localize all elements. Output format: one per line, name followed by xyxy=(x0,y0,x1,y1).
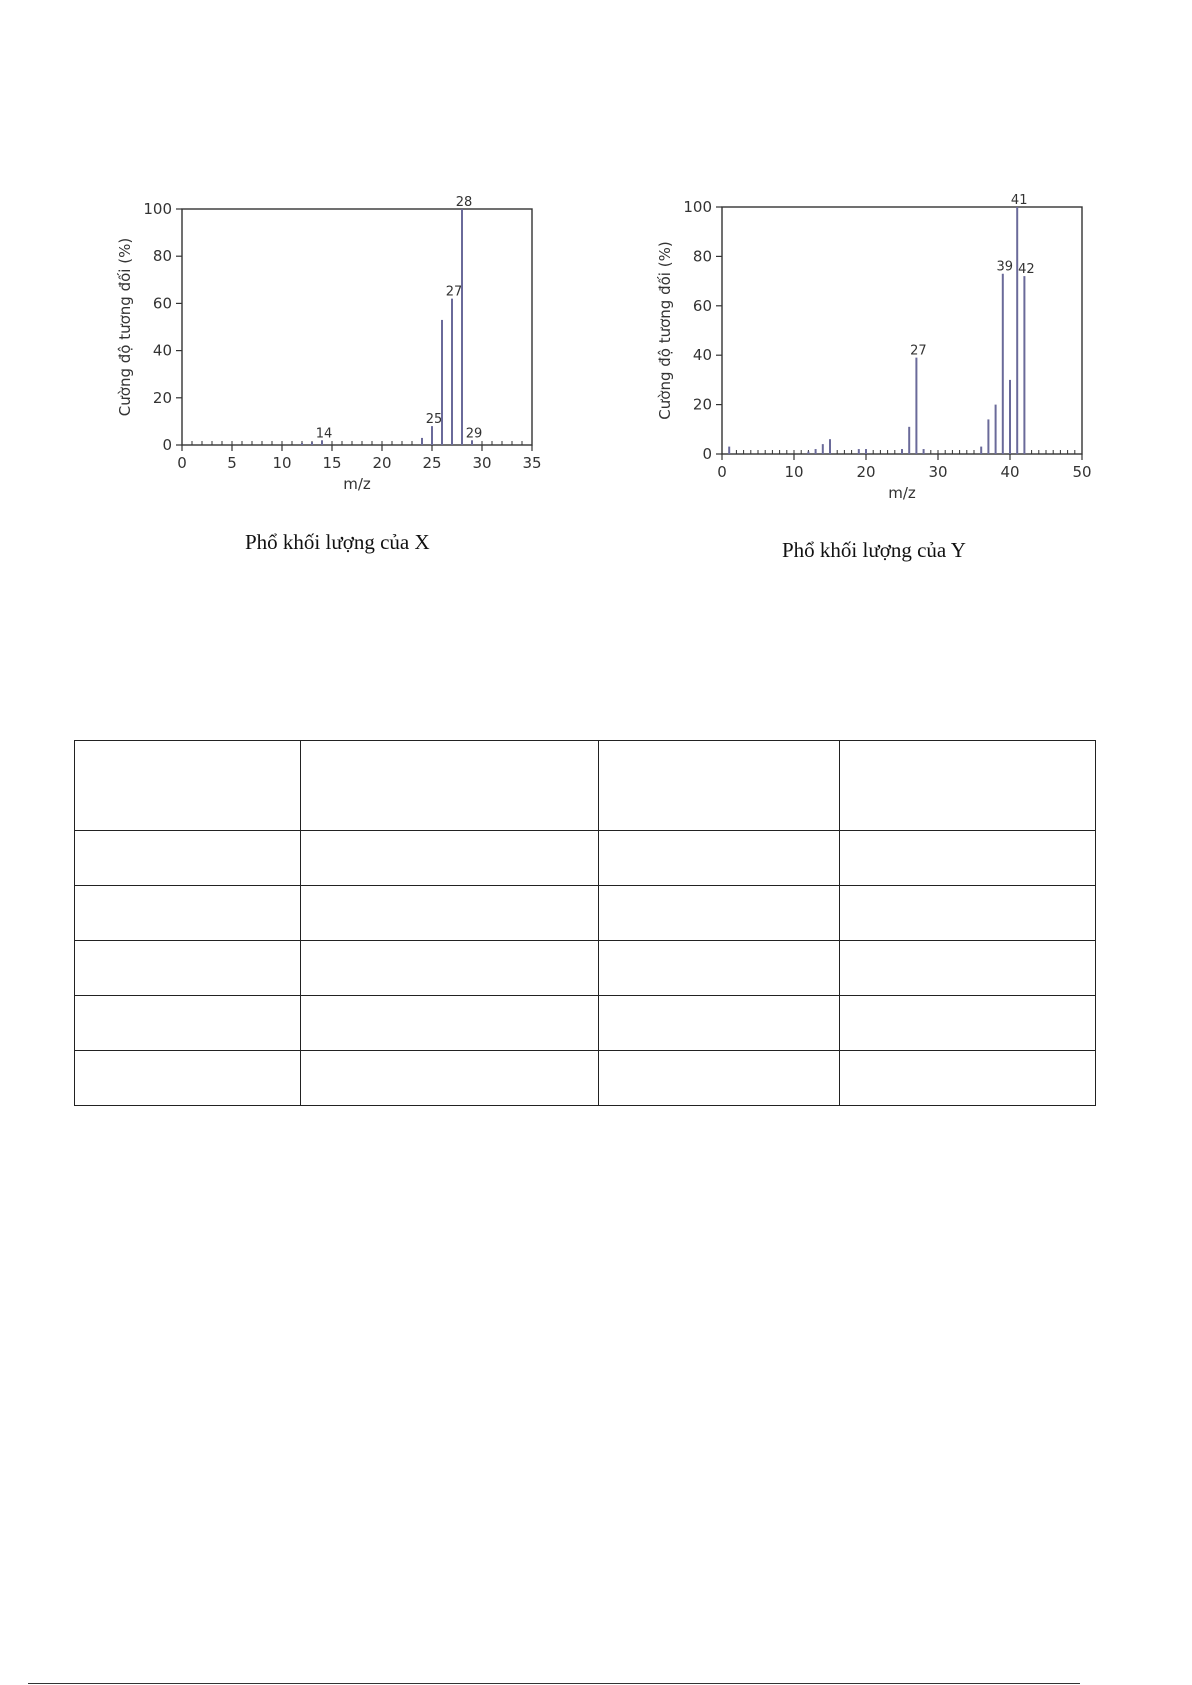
x-tick-label: 40 xyxy=(1000,463,1020,481)
plot-frame xyxy=(182,209,532,445)
bottom-rule xyxy=(28,1683,1080,1684)
mass-spectrum-y-plot xyxy=(640,195,1100,500)
table-cell xyxy=(75,1051,301,1106)
x-tick-label: 5 xyxy=(227,454,237,472)
peak-label: 27 xyxy=(445,284,463,300)
table-cell xyxy=(75,741,301,831)
table-cell xyxy=(300,886,599,941)
x-tick-label: 0 xyxy=(717,463,727,481)
x-tick-label: 25 xyxy=(422,454,442,472)
x-tick-label: 10 xyxy=(784,463,804,481)
peak-label: 27 xyxy=(910,343,927,359)
plot-frame xyxy=(722,207,1082,454)
x-tick-label: 0 xyxy=(177,454,187,472)
y-tick-label: 100 xyxy=(683,198,712,216)
table-cell xyxy=(840,741,1096,831)
x-tick-label: 30 xyxy=(472,454,492,472)
table-cell xyxy=(599,741,840,831)
peak-label: 25 xyxy=(425,412,443,428)
table-row xyxy=(75,831,1096,886)
caption-x: Phổ khối lượng của X xyxy=(245,530,430,554)
x-tick-label: 30 xyxy=(928,463,948,481)
y-axis-label: Cường độ tương đối (%) xyxy=(656,241,674,420)
x-tick-label: 15 xyxy=(322,454,342,472)
peak-label: 29 xyxy=(465,426,483,442)
table-cell xyxy=(599,831,840,886)
table-cell xyxy=(840,1051,1096,1106)
table-cell xyxy=(840,941,1096,996)
table-cell xyxy=(300,1051,599,1106)
table-cell xyxy=(599,996,840,1051)
table-cell xyxy=(599,941,840,996)
table-row xyxy=(75,996,1096,1051)
y-tick-label: 60 xyxy=(152,294,172,313)
x-tick-label: 50 xyxy=(1072,463,1092,481)
table-cell xyxy=(300,941,599,996)
table-cell xyxy=(75,941,301,996)
table-row xyxy=(75,886,1096,941)
table-cell xyxy=(75,996,301,1051)
table-cell xyxy=(300,996,599,1051)
table-cell xyxy=(75,886,301,941)
table-cell xyxy=(599,886,840,941)
x-axis-label: m/z xyxy=(888,484,916,502)
x-tick-label: 10 xyxy=(272,454,292,472)
table-cell xyxy=(300,741,599,831)
table-row xyxy=(75,1051,1096,1106)
y-tick-label: 100 xyxy=(143,200,172,218)
x-tick-label: 35 xyxy=(522,454,542,472)
x-axis-label: m/z xyxy=(343,475,371,493)
table-cell xyxy=(840,831,1096,886)
y-tick-label: 20 xyxy=(692,395,712,414)
peak-label: 39 xyxy=(996,259,1014,275)
caption-y: Phổ khối lượng của Y xyxy=(782,538,966,562)
x-tick-label: 20 xyxy=(372,454,392,472)
y-tick-label: 20 xyxy=(152,388,172,407)
table-cell xyxy=(300,831,599,886)
y-tick-label: 0 xyxy=(162,436,172,454)
y-tick-label: 80 xyxy=(692,247,712,266)
mass-spectrum-x-plot xyxy=(100,195,550,495)
table-cell xyxy=(599,1051,840,1106)
empty-answer-table xyxy=(74,740,1096,1106)
y-tick-label: 60 xyxy=(692,296,712,315)
peak-label: 14 xyxy=(315,426,333,442)
table-cell xyxy=(75,831,301,886)
y-tick-label: 0 xyxy=(702,445,712,463)
y-tick-label: 80 xyxy=(152,247,172,266)
peak-label: 42 xyxy=(1018,262,1035,278)
y-tick-label: 40 xyxy=(692,346,712,365)
peak-label: 28 xyxy=(455,195,473,210)
table-row xyxy=(75,941,1096,996)
y-axis-label: Cường độ tương đối (%) xyxy=(116,237,134,417)
mass-spectrum-y xyxy=(640,195,1100,570)
y-tick-label: 40 xyxy=(152,341,172,360)
table-cell xyxy=(840,996,1096,1051)
peak-label: 41 xyxy=(1010,193,1028,208)
mass-spectrum-x xyxy=(100,195,550,565)
table-cell xyxy=(840,886,1096,941)
table-header-row xyxy=(75,741,1096,831)
x-tick-label: 20 xyxy=(856,463,876,481)
